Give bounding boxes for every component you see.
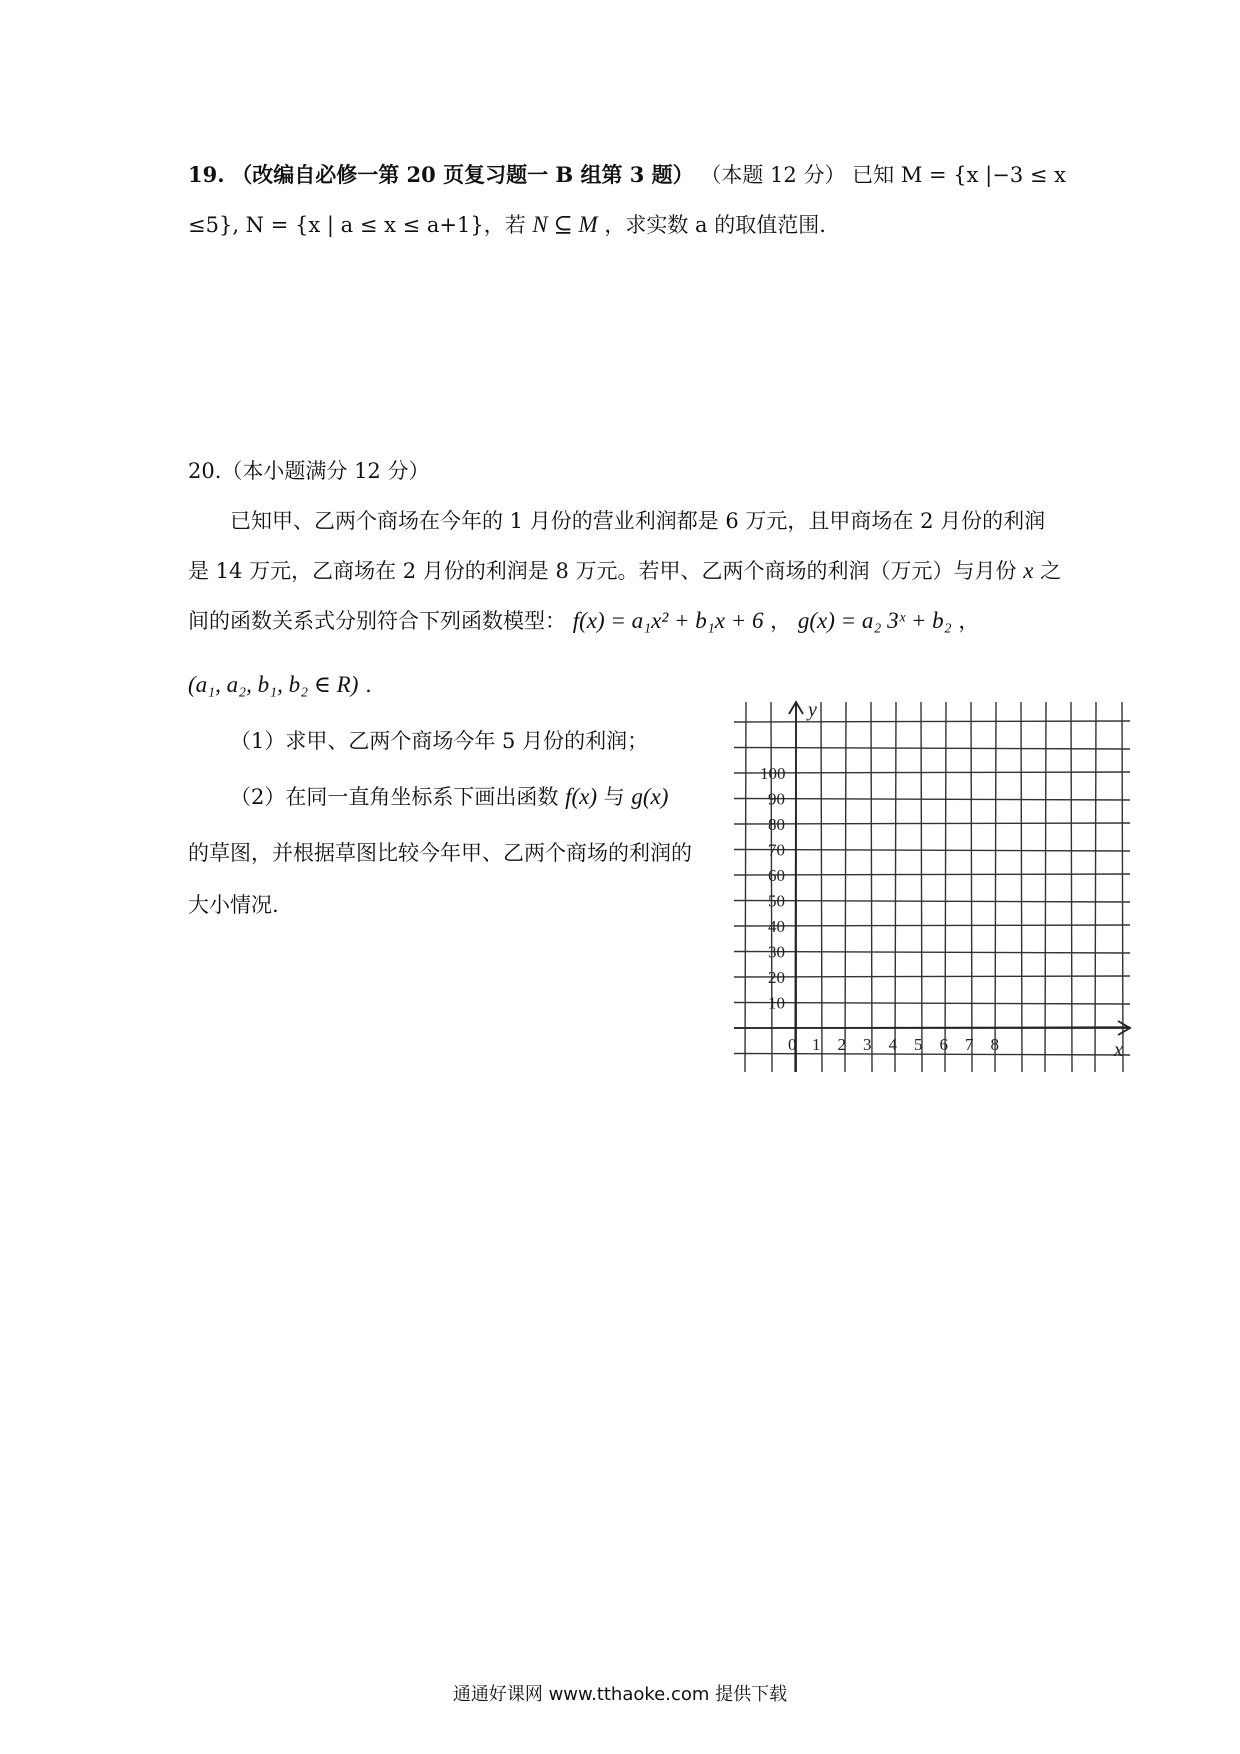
grid-vertical-line — [771, 702, 772, 1072]
q20-sep: ， — [770, 609, 792, 633]
q20-sub2-g: g(x) — [631, 784, 669, 809]
origin-label: 0 — [788, 1035, 797, 1054]
y-tick-labels — [760, 764, 786, 1013]
q20-sub2-text-a: （2）在同一直角坐标系下画出函数 — [230, 785, 559, 809]
y-tick-label: 10 — [768, 993, 785, 1013]
grid-horizontal-line — [734, 925, 1130, 926]
grid-vertical-line — [1021, 702, 1022, 1072]
x-tick-label: 8 — [990, 1035, 999, 1054]
y-tick-label: 90 — [768, 789, 785, 809]
grid-horizontal-line — [734, 772, 1130, 773]
q19-line2 — [188, 210, 826, 240]
q20-text-2b: 之 — [1040, 559, 1062, 583]
q20-text-3a: 间的函数关系式分别符合下列函数模型： — [188, 609, 566, 633]
grid-vertical-line — [871, 702, 872, 1072]
y-tick-label: 50 — [768, 891, 785, 911]
y-tick-label: 70 — [768, 840, 785, 860]
x-axis-label: x — [1114, 1039, 1123, 1061]
q20-text-2a: 是 14 万元，乙商场在 2 月份的利润是 8 万元。若甲、乙两个商场的利润（万元）与月份 — [188, 559, 1017, 583]
q20-paragraph-line3 — [188, 606, 979, 636]
q20-paragraph-line4 — [188, 670, 372, 700]
q20-sub2-mid: 与 — [603, 785, 625, 809]
x-tick-label: 4 — [888, 1035, 897, 1054]
footer-credit: 通通好课网 www.tthaoke.com 提供下载 — [452, 1684, 788, 1705]
q20-sub2-f: f(x) — [565, 784, 597, 809]
grid-vertical-line — [1045, 702, 1046, 1072]
x-tick-label: 5 — [914, 1035, 923, 1054]
grid-vertical-line — [921, 702, 922, 1072]
q19-subset-formula: N ⊆ M — [532, 212, 598, 237]
y-tick-label: 40 — [768, 917, 785, 936]
q20-sub2-line2: 的草图，并根据草图比较今年甲、乙两个商场的利润的 — [188, 841, 692, 865]
q19-text-3: ，求实数 a 的取值范围. — [604, 213, 826, 237]
grid-svg — [734, 694, 1134, 1072]
q19-source: （改编自必修一第 20 页复习题一 B 组第 3 题） — [231, 162, 694, 187]
grid-vertical-line — [1071, 702, 1072, 1072]
x-tick-label: 1 — [812, 1035, 821, 1054]
q20-param-set: (a₁, a₂, b₁, b₂ ∈ R) — [188, 672, 359, 697]
grid-lines — [734, 702, 1130, 1072]
q19-text-1: 已知 M = {x |−3 ≤ x — [852, 163, 1066, 187]
q19-line1 — [188, 160, 1066, 190]
q20-sub2-line3: 大小情况. — [188, 893, 279, 917]
coordinate-grid — [734, 694, 1134, 1072]
grid-vertical-line — [945, 702, 946, 1072]
q20-end-3: ， — [958, 609, 980, 633]
q20-formula-g: g(x) = a₂ 3ˣ + b₂ — [797, 608, 952, 633]
grid-vertical-line — [1095, 702, 1096, 1072]
grid-horizontal-line — [734, 823, 1130, 824]
grid-horizontal-line — [734, 952, 1130, 954]
grid-vertical-line — [821, 702, 822, 1072]
grid-vertical-line — [745, 702, 746, 1072]
grid-vertical-line — [971, 702, 972, 1072]
y-tick-label: 80 — [768, 815, 785, 834]
grid-horizontal-line — [734, 1003, 1130, 1005]
q19-number: 19. — [188, 162, 225, 187]
q20-paragraph-line2 — [188, 556, 1061, 586]
x-tick-labels — [812, 1035, 999, 1054]
x-tick-label: 2 — [837, 1035, 846, 1054]
grid-horizontal-line — [734, 850, 1130, 852]
q19-points: （本题 12 分） — [700, 163, 846, 187]
grid-horizontal-line — [734, 976, 1130, 977]
q20-sub1: （1）求甲、乙两个商场今年 5 月份的利润； — [230, 729, 649, 753]
grid-horizontal-line — [734, 721, 1130, 722]
grid-vertical-line — [1122, 702, 1123, 1072]
x-tick-label: 6 — [939, 1035, 948, 1054]
grid-vertical-line — [995, 702, 996, 1072]
y-tick-label: 100 — [760, 764, 786, 783]
q20-formula-f: f(x) = a₁x² + b₁x + 6 — [572, 608, 764, 633]
x-tick-label: 3 — [863, 1035, 872, 1054]
y-tick-label: 20 — [768, 968, 785, 987]
q20-end-4: . — [365, 673, 372, 697]
y-axis-label: y — [808, 699, 817, 721]
grid-vertical-line — [895, 702, 896, 1072]
q20-var-x: x — [1023, 558, 1034, 583]
grid-vertical-line — [845, 702, 846, 1072]
q20-paragraph-line1: 已知甲、乙两个商场在今年的 1 月份的营业利润都是 6 万元，且甲商场在 2 月份的利润 — [230, 509, 1046, 533]
grid-horizontal-line — [734, 874, 1130, 875]
q20-sub2-line1 — [230, 782, 668, 812]
q19-text-2: ≤5}, N = {x | a ≤ x ≤ a+1}，若 — [188, 213, 526, 237]
grid-horizontal-line — [734, 901, 1130, 903]
q20-header: 20.（本小题满分 12 分） — [188, 459, 430, 483]
y-tick-label: 60 — [768, 866, 785, 885]
x-tick-label: 7 — [965, 1035, 974, 1054]
y-tick-label: 30 — [768, 942, 785, 962]
